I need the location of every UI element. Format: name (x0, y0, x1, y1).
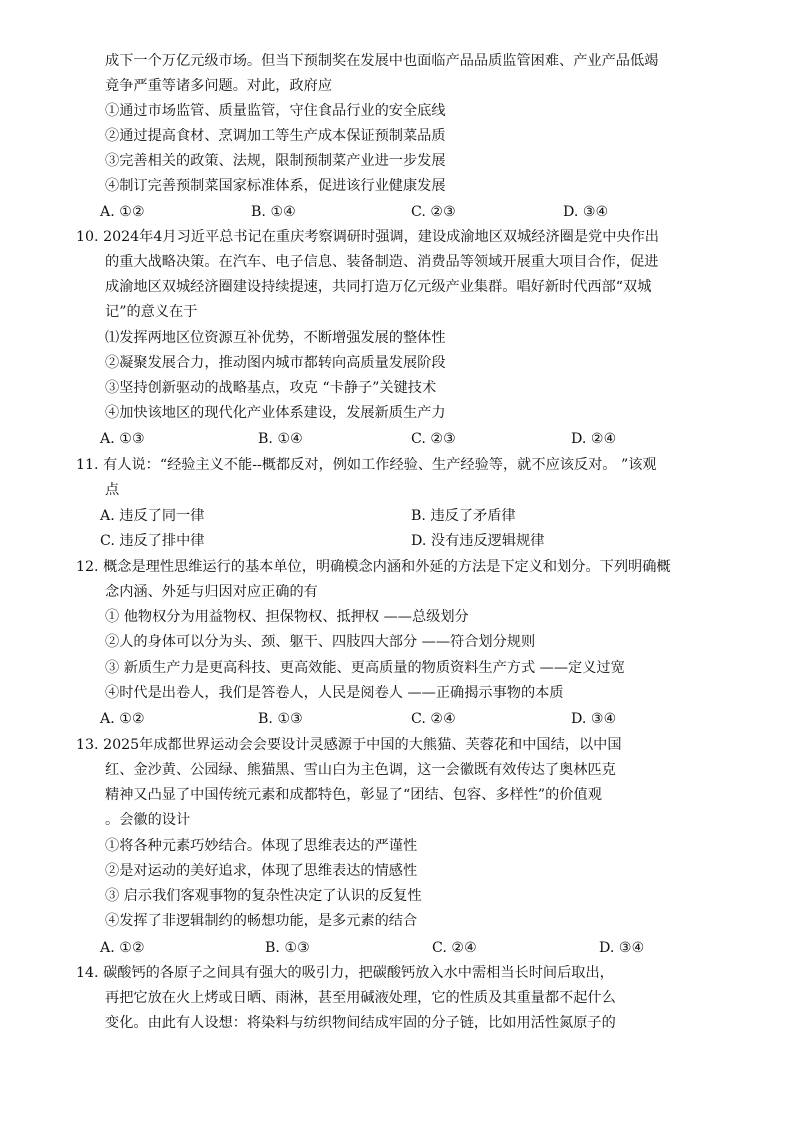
q13-options (0, 936, 793, 961)
q13-option-c[interactable]: C. ②④ (432, 940, 477, 956)
q10-option-a[interactable]: A. ①③ (100, 431, 145, 447)
q10-option-c[interactable]: C. ②③ (411, 431, 456, 447)
q9-item-1: ①通过市场监管、质量监管，守住食品行业的安全底线 (105, 103, 446, 119)
q9-stem-line-2: 竟争严重等诸多问题。对此，政府应 (105, 78, 333, 94)
q10-item-2: ②凝聚发展合力，推动图内城市都转向高质量发展阶段 (105, 355, 446, 371)
q10-option-d[interactable]: D. ②④ (571, 431, 617, 447)
q12-item-4: ④时代是出卷人，我们是答卷人，人民是阅卷人 ——正确揭示事物的本质 (105, 685, 564, 701)
q9-item-3: ③完善相关的政策、法规，限制预制菜产业进一步发展 (105, 153, 446, 169)
q9-option-a[interactable]: A. ①② (100, 204, 145, 220)
q13-stem-line-2: 红、金沙黄、公园绿、熊猫黑、雪山白为主色调，这一会徽既有效传达了奥林匹克 (105, 762, 616, 778)
q14-stem-line-3: 变化。由此有人设想：将染料与纺织物间结成牢固的分子链，比如用活性氮原子的 (105, 1015, 616, 1031)
q9-option-b[interactable]: B. ①④ (251, 204, 296, 220)
q13-option-a[interactable]: A. ①② (100, 940, 145, 956)
q13-item-2: ②是对运动的美好追求，体现了思维表达的情感性 (105, 863, 418, 879)
q12-options (0, 707, 793, 732)
q9-item-2: ②通过提高食材、烹调加工等生产成本保证预制菜品质 (105, 128, 446, 144)
q12-stem-line-1: 12. 概念是理性思维运行的基本单位，明确模念内涵和外延的方法是下定义和划分。下列明确概 (76, 559, 671, 575)
q9-options (0, 200, 793, 225)
q11-option-c[interactable]: C. 违反了排中律 (100, 533, 205, 549)
q13-stem-line-1: 13. 2025年成都世界运动会会要设计灵感源于中国的大熊猫、芙蓉花和中国结，以中国 (76, 737, 622, 753)
q11-option-d[interactable]: D. 没有违反逻辑规律 (411, 533, 545, 549)
q12-option-d[interactable]: D. ③④ (571, 711, 617, 727)
q10-stem-line-3: 成渝地区双城经济圈建设持续提速，共同打造万亿元级产业集群。唱好新时代西部“双城 (105, 279, 652, 295)
q10-stem-line-4: 记”的意义在于 (105, 304, 198, 320)
q11-stem-line-2: 点 (105, 482, 120, 498)
q10-options (0, 427, 793, 452)
q10-stem-line-2: 的重大战略决策。在汽车、电子信息、装备制造、消费品等领域开展重大项目合作，促进 (105, 254, 659, 270)
q9-option-c[interactable]: C. ②③ (411, 204, 456, 220)
q13-item-3: ③ 启示我们客观事物的复杂性决定了认识的反复性 (105, 888, 422, 904)
q13-stem-line-4: 。会徽的设计 (105, 812, 191, 828)
q12-option-c[interactable]: C. ②④ (411, 711, 456, 727)
q13-stem-line-3: 精神又凸显了中国传统元素和成都特色，彰显了“团结、包容、多样性”的价值观 (105, 787, 602, 803)
q12-item-2: ②人的身体可以分为头、颈、躯干、四肢四大部分 ——符合划分规则 (105, 634, 536, 650)
q9-option-d[interactable]: D. ③④ (563, 204, 609, 220)
q13-item-4: ④发挥了非逻辑制约的畅想功能，是多元素的结合 (105, 913, 418, 929)
q9-stem-line-1: 成下一个万亿元级市场。但当下预制奖在发展中也面临产品品质监管困难、产业产品低竭 (105, 53, 659, 69)
q10-option-b[interactable]: B. ①④ (258, 431, 303, 447)
q13-option-d[interactable]: D. ③④ (599, 940, 645, 956)
q10-item-4: ④加快该地区的现代化产业体系建设，发展新质生产力 (105, 405, 446, 421)
q9-item-4: ④制订完善预制菜国家标准体系，促进该行业健康发展 (105, 178, 446, 194)
q10-item-1: ⑴发挥两地区位资源互补优势，不断增强发展的整体性 (105, 330, 446, 346)
q11-stem-line-1: 11. 有人说：“经验主义不能--概都反对，例如工作经验、生产经验等，就不应该反对。 ”该观 (76, 457, 657, 473)
q13-item-1: ①将各种元素巧妙结合。体现了思维表达的严谨性 (105, 838, 418, 854)
q12-item-1: ① 他物权分为用益物权、担保物权、抵押权 ——总级划分 (105, 609, 469, 625)
q14-stem-line-2: 再把它放在火上烤或日晒、雨淋，甚至用碱液处理，它的性质及其重量都不起什么 (105, 990, 616, 1006)
q10-item-3: ③坚持创新驱动的战略基点，攻克 “卡静子”关键技术 (105, 380, 437, 396)
q12-option-a[interactable]: A. ①② (100, 711, 145, 727)
q13-option-b[interactable]: B. ①③ (265, 940, 310, 956)
q12-stem-line-2: 念内涵、外延与归因对应正确的有 (105, 584, 318, 600)
q11-option-b[interactable]: B. 违反了矛盾律 (411, 508, 516, 524)
q11-options-row-1 (0, 504, 793, 529)
q10-stem-line-1: 10. 2024年4月习近平总书记在重庆考察调研时强调，建设成渝地区双城经济圈是党中央作出 (76, 229, 659, 245)
q12-item-3: ③ 新质生产力是更高科技、更高效能、更高质量的物质资料生产方式 ——定义过宽 (105, 660, 625, 676)
q11-option-a[interactable]: A. 违反了同一律 (100, 508, 205, 524)
q12-option-b[interactable]: B. ①③ (258, 711, 303, 727)
q11-options-row-2 (0, 529, 793, 554)
q14-stem-line-1: 14. 碳酸钙的各原子之间具有强大的吸引力，把碳酸钙放入水中需相当长时间后取出， (76, 965, 614, 981)
